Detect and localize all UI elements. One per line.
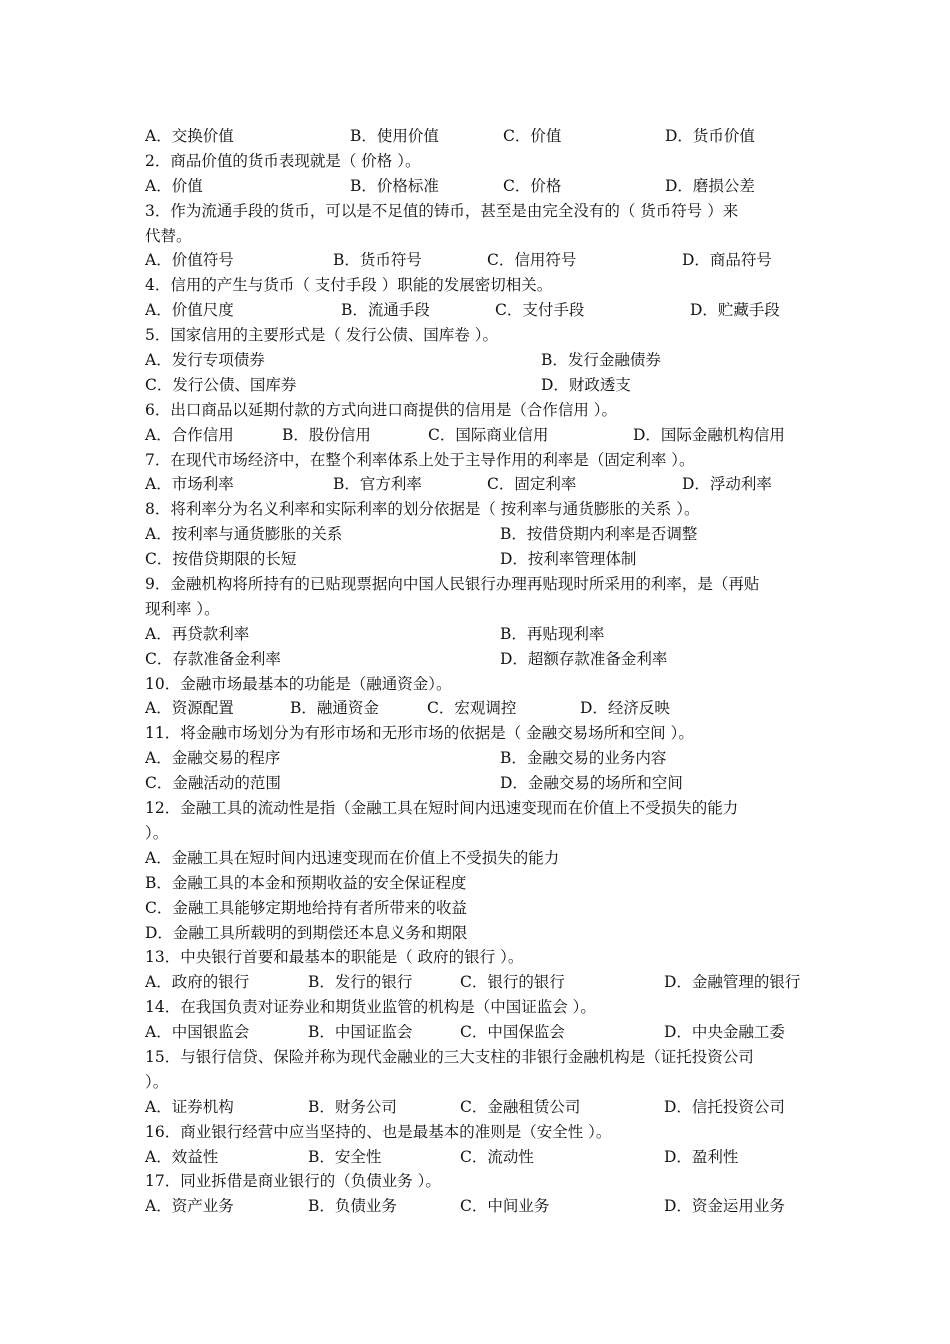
options-row (145, 547, 825, 572)
option-b-text: D．财政透支 (541, 375, 631, 394)
option-d-text: D．信托投资公司 (664, 1097, 785, 1116)
option-b-text: B．货币符号 (333, 251, 422, 270)
question-text-line: 16．商业银行经营中应当坚持的、也是最基本的准则是（安全性 ）。 (145, 1122, 612, 1141)
option-a-text: A．发行专项债券 (145, 351, 265, 370)
option-a-text: A．中国银监会 (145, 1023, 250, 1042)
option-b-text: D．按利率管理体制 (500, 550, 637, 569)
option-b-text: B．使用价值 (350, 127, 439, 145)
option-b-text: B．股份信用 (282, 425, 371, 444)
option-a-text: A．按利率与通货膨胀的关系 (145, 525, 343, 544)
question-text-line: D．金融工具所载明的到期偿还本息义务和期限 (145, 923, 468, 942)
question-text-line: 2．商品价值的货币表现就是（ 价格 ）。 (145, 151, 421, 170)
option-b-text: B．流通手段 (341, 301, 430, 320)
question-text-line: 8．将利率分为名义利率和实际利率的划分依据是（ 按利率与通货膨胀的关系 ）。 (145, 500, 700, 519)
option-b-text: B．发行的银行 (308, 973, 413, 992)
question-text-line: C．金融工具能够定期地给持有者所带来的收益 (145, 898, 467, 917)
option-b-text: B．价格标准 (350, 176, 439, 195)
option-d-text: D．浮动利率 (682, 475, 772, 494)
question-text-line: 14．在我国负责对证券业和期货业监管的机构是（中国证监会 ）。 (145, 998, 596, 1017)
options-row (145, 423, 825, 448)
options-row (145, 373, 825, 398)
options-row (145, 1145, 825, 1170)
option-b-text: B．按借贷期内利率是否调整 (500, 525, 698, 544)
option-b-text: D．超额存款准备金利率 (500, 649, 668, 668)
question-text-line: 12．金融工具的流动性是指（金融工具在短时间内迅速变现而在价值上不受损失的能力 (145, 799, 739, 818)
options-row (145, 124, 825, 149)
option-d-text: D．国际金融机构信用 (633, 425, 785, 444)
option-d-text: D．贮藏手段 (690, 301, 780, 320)
option-c-text: C．价格 (503, 176, 562, 195)
options-row (145, 348, 825, 373)
option-c-text: C．金融租赁公司 (460, 1097, 581, 1116)
option-b-text: B．再贴现利率 (500, 624, 605, 643)
option-a-text: A．证券机构 (145, 1097, 234, 1116)
option-a-text: A．再贷款利率 (145, 624, 250, 643)
question-text-line: 代替。 (145, 226, 192, 245)
question-text-line: 6．出口商品以延期付款的方式向进口商提供的信用是（合作信用 ）。 (145, 400, 618, 419)
option-c-text: C．中间业务 (460, 1197, 550, 1216)
option-d-text: D．盈利性 (664, 1147, 739, 1166)
option-d-text: D．经济反映 (580, 699, 670, 718)
option-d-text: D．金融管理的银行 (664, 973, 801, 992)
options-row (145, 970, 825, 995)
question-text-line: 15．与银行信贷、保险并称为现代金融业的三大支柱的非银行金融机构是（证托投资公司 (145, 1047, 754, 1066)
options-row (145, 1095, 825, 1120)
option-a-text: A．资源配置 (145, 699, 234, 718)
question-text-line: ）。 (145, 1072, 169, 1091)
option-c-text: C．支付手段 (495, 301, 585, 320)
option-a-text: A．价值 (145, 176, 203, 195)
option-a-text: C．金融活动的范围 (145, 774, 281, 793)
option-c-text: C．流动性 (460, 1147, 534, 1166)
options-row (145, 696, 825, 721)
option-c-text: C．价值 (503, 127, 562, 145)
question-text-line: B．金融工具的本金和预期收益的安全保证程度 (145, 873, 467, 892)
options-row (145, 174, 825, 199)
option-c-text: C．银行的银行 (460, 973, 565, 992)
options-row (145, 1020, 825, 1045)
option-a-text: A．资产业务 (145, 1197, 234, 1216)
option-b-text: B．中国证监会 (308, 1023, 413, 1042)
options-row (145, 472, 825, 497)
option-a-text: A．效益性 (145, 1147, 219, 1166)
option-d-text: D．商品符号 (682, 251, 772, 270)
option-a-text: A．价值符号 (145, 251, 234, 270)
question-text-line: 现利率 ）。 (145, 599, 220, 618)
question-text-line: 17．同业拆借是商业银行的（负债业务 ）。 (145, 1172, 441, 1191)
options-row (145, 746, 825, 771)
option-a-text: A．市场利率 (145, 475, 234, 494)
question-text-line: 3．作为流通手段的货币，可以是不足值的铸币，甚至是由完全没有的（ 货币符号 ）来 (145, 201, 739, 220)
options-row (145, 248, 825, 273)
option-c-text: C．固定利率 (487, 475, 577, 494)
question-text-line: 10．金融市场最基本的功能是（融通资金）。 (145, 674, 452, 693)
option-d-text: D．磨损公差 (665, 176, 755, 195)
options-row (145, 622, 825, 647)
option-b-text: B．官方利率 (333, 475, 422, 494)
question-text-line: 5．国家信用的主要形式是（ 发行公债、国库卷 ）。 (145, 326, 498, 345)
option-b-text: B．发行金融债券 (541, 351, 661, 370)
option-b-text: B．安全性 (308, 1147, 382, 1166)
options-row (145, 647, 825, 672)
question-text-line: 13．中央银行首要和最基本的职能是（ 政府的银行 ）。 (145, 948, 524, 967)
option-a-text: C．按借贷期限的长短 (145, 550, 297, 569)
option-a-text: A．政府的银行 (145, 973, 250, 992)
option-c-text: C．宏观调控 (427, 699, 517, 718)
options-row (145, 298, 825, 323)
option-b-text: D．金融交易的场所和空间 (500, 774, 683, 793)
option-a-text: C．存款准备金利率 (145, 649, 281, 668)
option-a-text: A．金融交易的程序 (145, 749, 281, 768)
question-text-line: ）。 (145, 823, 169, 842)
question-text-line: A．金融工具在短时间内迅速变现而在价值上不受损失的能力 (145, 848, 560, 867)
option-a-text: A．价值尺度 (145, 301, 234, 320)
option-d-text: D．资金运用业务 (664, 1197, 785, 1216)
question-text-line: 11．将金融市场划分为有形市场和无形市场的依据是（ 金融交易场所和空间 ）。 (145, 724, 694, 743)
option-b-text: B．负债业务 (308, 1197, 397, 1216)
question-text-line: 4．信用的产生与货币（ 支付手段 ）职能的发展密切相关。 (145, 276, 553, 295)
option-d-text: D．中央金融工委 (664, 1023, 785, 1042)
options-row (145, 1194, 825, 1219)
option-b-text: B．融通资金 (290, 699, 379, 718)
options-row (145, 771, 825, 796)
option-a-text: C．发行公债、国库券 (145, 375, 297, 394)
question-text-line: 7．在现代市场经济中，在整个利率体系上处于主导作用的利率是（固定利率 ）。 (145, 450, 695, 469)
option-b-text: B．财务公司 (308, 1097, 397, 1116)
option-d-text: D．货币价值 (665, 127, 755, 145)
option-b-text: B．金融交易的业务内容 (500, 749, 667, 768)
option-c-text: C．中国保监会 (460, 1023, 565, 1042)
question-text-line: 9．金融机构将所持有的已贴现票据向中国人民银行办理再贴现时所采用的利率，是（再贴 (145, 575, 760, 594)
option-a-text: A．交换价值 (145, 127, 234, 145)
question-list (145, 124, 825, 1219)
option-a-text: A．合作信用 (145, 425, 234, 444)
option-c-text: C．国际商业信用 (428, 425, 549, 444)
options-row (145, 522, 825, 547)
option-c-text: C．信用符号 (487, 251, 577, 270)
